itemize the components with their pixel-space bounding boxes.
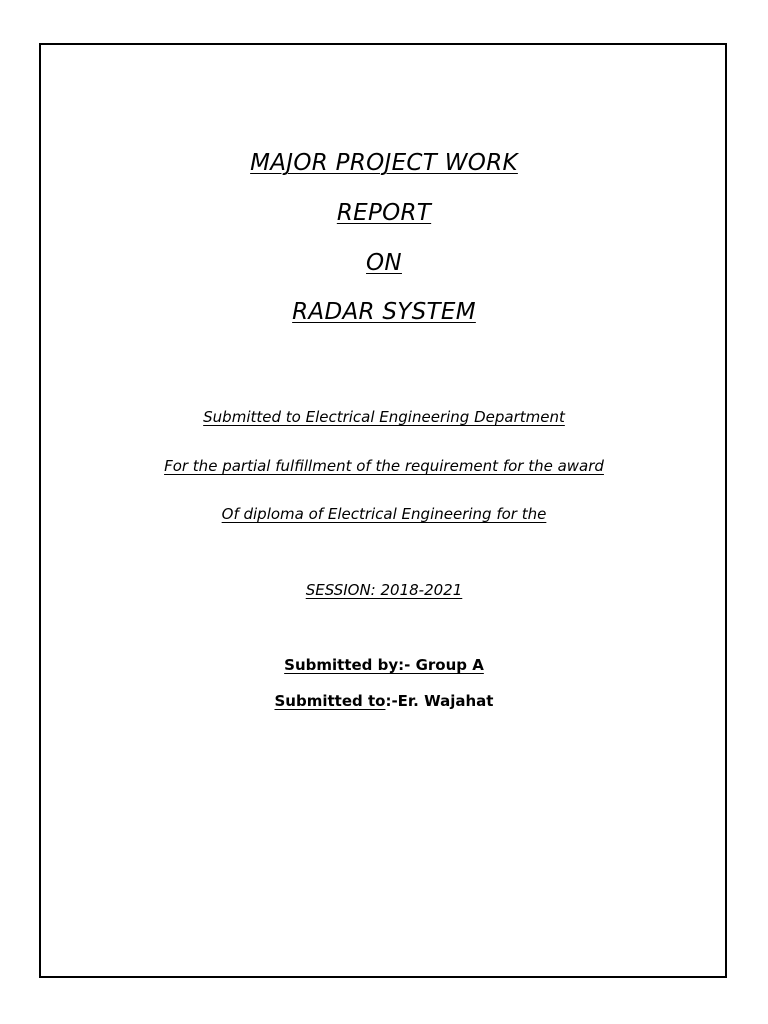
- submitted-by-line: [0, 656, 768, 674]
- description-line-1: Submitted to Electrical Engineering Department: [203, 408, 565, 426]
- title-line-3: ON: [366, 250, 402, 276]
- description-line-3: Of diploma of Electrical Engineering for the: [221, 505, 547, 523]
- session-line: SESSION: 2018-2021: [305, 581, 463, 599]
- description-line-2: For the partial fulfillment of the requirement for the award: [164, 457, 604, 475]
- title-line-2: REPORT: [336, 200, 432, 226]
- title-line-1: MAJOR PROJECT WORK: [250, 150, 518, 176]
- submitted-by-text: Submitted by:- Group A: [284, 656, 484, 674]
- submitted-to-label: Submitted to: [274, 692, 386, 710]
- title-line-4: RADAR SYSTEM: [292, 299, 476, 325]
- submitted-to-value: :-Er. Wajahat: [385, 692, 494, 710]
- submitted-to-line: [0, 692, 768, 710]
